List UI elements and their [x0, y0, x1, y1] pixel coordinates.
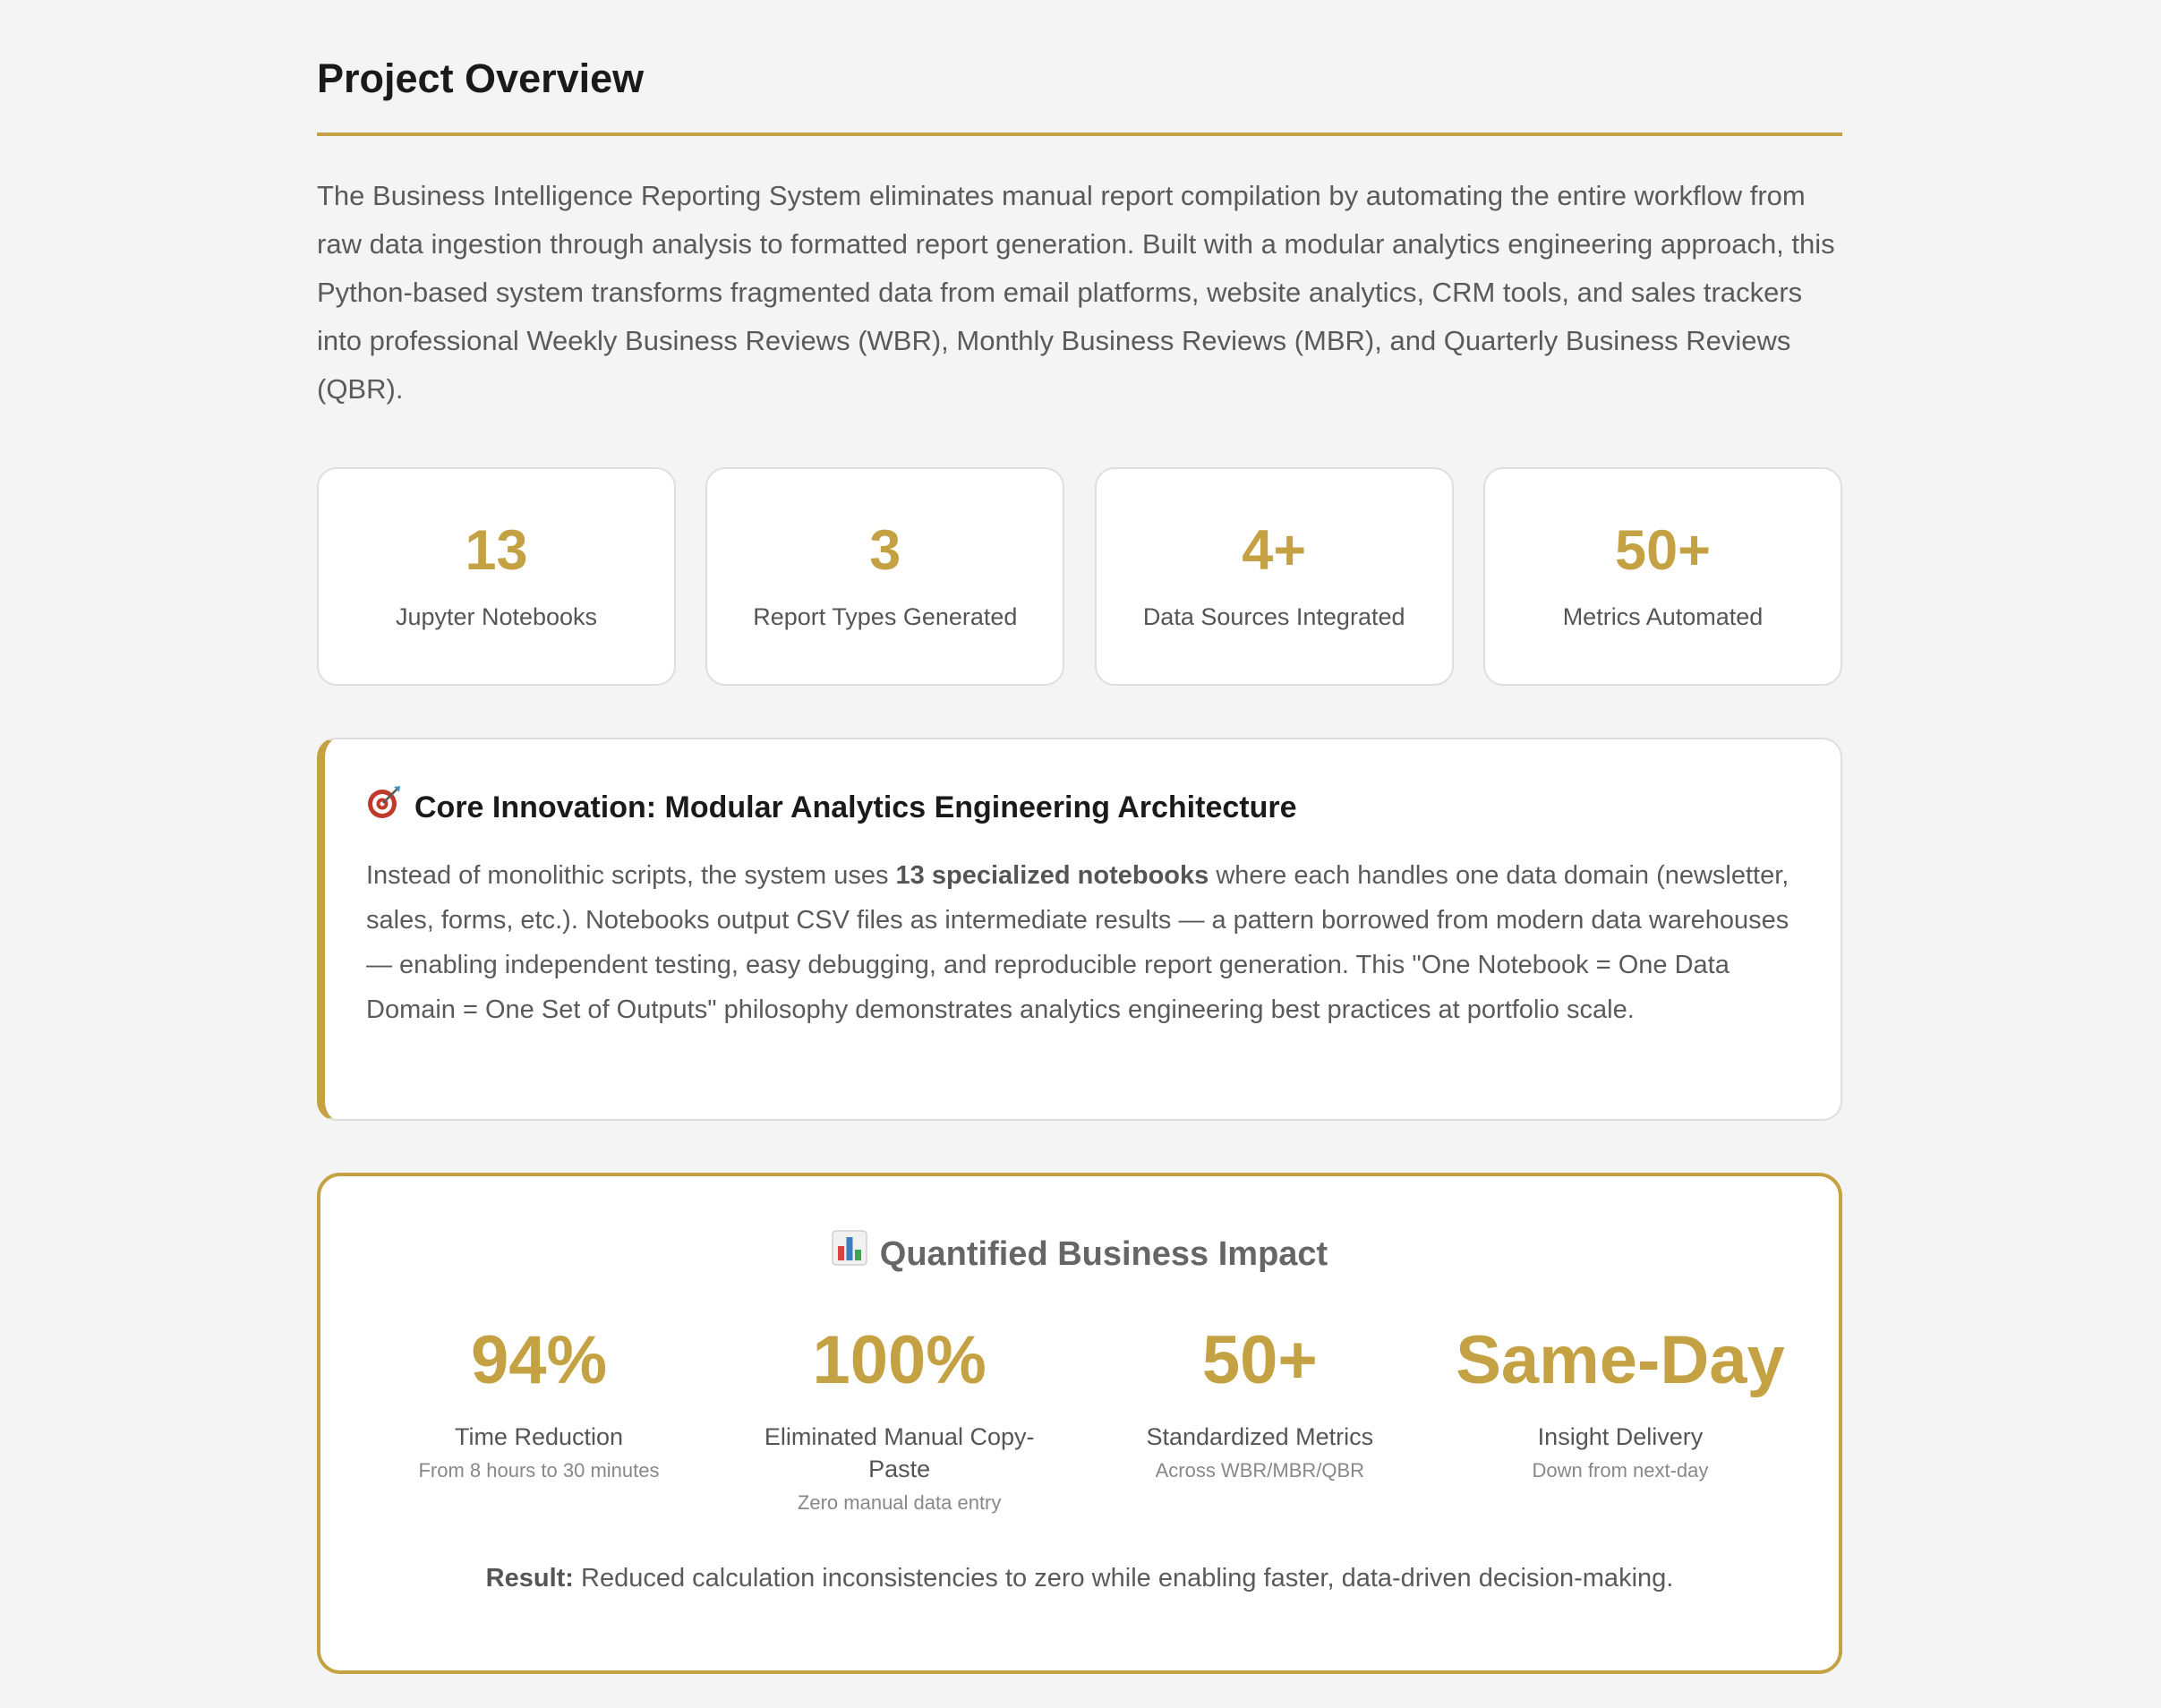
title-divider — [317, 132, 1842, 136]
stat-card-report-types — [705, 467, 1064, 686]
bar-chart-icon — [832, 1230, 867, 1277]
innovation-body-end: where each handles one data domain (newsletter, sales, forms, etc.). Notebooks output CSV files as intermediate results — a pattern borrowed from modern data warehouses — enabling independent testing, easy debugging, and reproducible report generation. This "One Notebook = One Data Domain = One Set of Outputs" philosophy demonstrates analytics engineering best practices at portfolio scale. — [366, 861, 1789, 1024]
innovation-title — [366, 784, 1799, 830]
impact-item-copy-paste — [730, 1320, 1070, 1517]
impact-label: Standardized Metrics — [1146, 1423, 1374, 1450]
innovation-body-highlight: 13 specialized notebooks — [895, 861, 1209, 890]
stat-value: 50+ — [1615, 519, 1711, 582]
stat-card-data-sources — [1095, 467, 1454, 686]
innovation-title-text: Core Innovation: Modular Analytics Engineering Architecture — [414, 790, 1297, 824]
stat-label: Metrics Automated — [1562, 603, 1764, 630]
stat-label: Report Types Generated — [753, 603, 1018, 630]
impact-sublabel: Across WBR/MBR/QBR — [1155, 1459, 1365, 1482]
impact-value: 100% — [812, 1322, 987, 1398]
impact-label: Insight Delivery — [1537, 1423, 1704, 1450]
page-title: Project Overview — [317, 56, 645, 101]
stat-label: Jupyter Notebooks — [395, 603, 598, 630]
stat-label: Data Sources Integrated — [1142, 603, 1405, 630]
impact-item-metrics — [1089, 1320, 1430, 1517]
page-container — [317, 0, 1842, 1674]
innovation-body-start: Instead of monolithic scripts, the system uses — [366, 861, 896, 890]
impact-sublabel: Down from next-day — [1532, 1459, 1709, 1482]
impact-value: 94% — [470, 1322, 608, 1398]
impact-result — [320, 1560, 1839, 1596]
impact-label: Time Reduction — [454, 1423, 624, 1450]
impact-title — [320, 1230, 1839, 1277]
stat-card-metrics — [1483, 467, 1842, 686]
stat-value: 3 — [869, 519, 901, 582]
impact-item-time-reduction — [369, 1320, 709, 1517]
impact-result-text: Reduced calculation inconsistencies to zero while enabling faster, data-driven decision-making. — [573, 1564, 1674, 1593]
stat-value: 4+ — [1242, 519, 1307, 582]
intro-paragraph: The Business Intelligence Reporting System eliminates manual report compilation by automating the entire workflow from raw data ingestion through analysis to formatted report generation. Built with a modular analytics engineering approach, this Python-based system transforms fragmented data from email platforms, website analytics, CRM tools, and sales trackers into professional Weekly Business Reviews (WBR), Monthly Business Reviews (MBR), and Quarterly Business Reviews (QBR). — [317, 180, 1835, 405]
impact-value: 50+ — [1201, 1322, 1318, 1398]
impact-value: Same-Day — [1456, 1322, 1785, 1398]
stats-grid — [317, 467, 1842, 686]
impact-metrics-grid — [369, 1320, 1790, 1517]
innovation-callout — [317, 738, 1842, 1121]
impact-item-insight-delivery — [1450, 1320, 1790, 1517]
impact-label: Eliminated Manual Copy-Paste — [764, 1423, 1035, 1482]
impact-sublabel: Zero manual data entry — [797, 1491, 1002, 1514]
stat-card-notebooks — [317, 467, 676, 686]
impact-section — [317, 1173, 1842, 1674]
impact-result-label: Result: — [485, 1564, 574, 1593]
innovation-body — [366, 853, 1799, 1032]
impact-title-text: Quantified Business Impact — [879, 1234, 1328, 1273]
target-icon — [366, 784, 402, 830]
impact-sublabel: From 8 hours to 30 minutes — [418, 1459, 660, 1482]
stat-value: 13 — [465, 519, 528, 582]
